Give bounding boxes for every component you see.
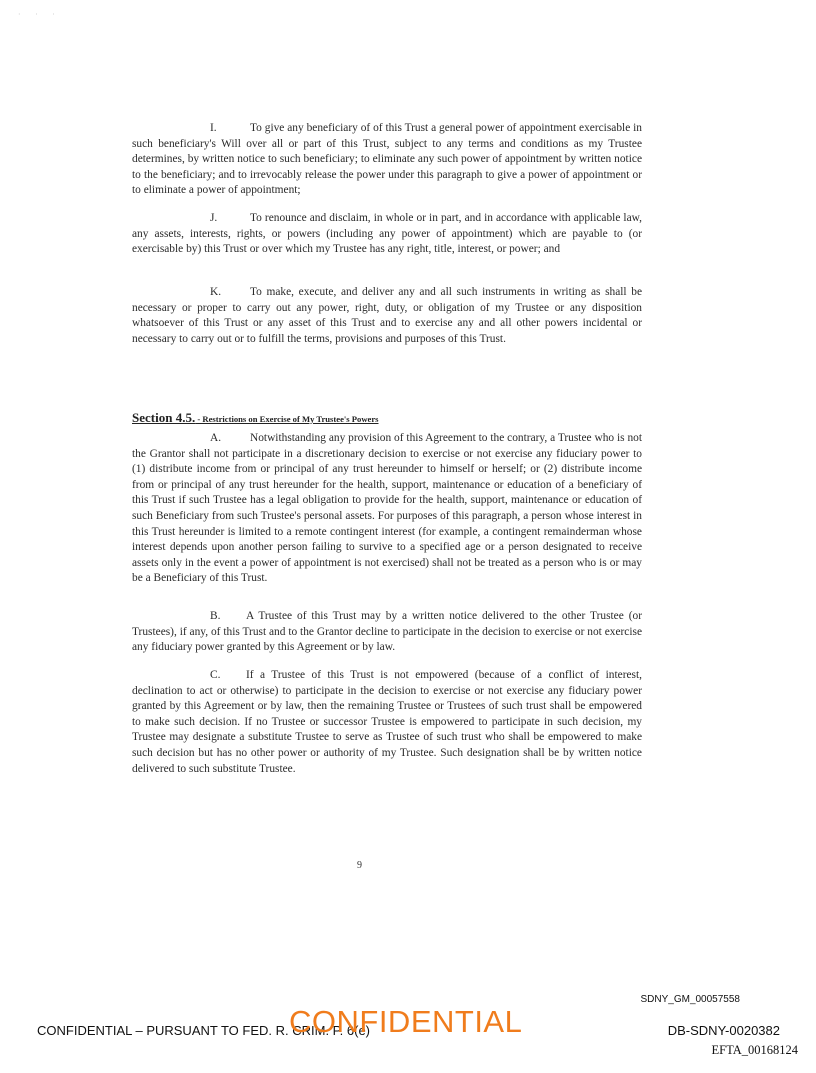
efta-number: EFTA_00168124 (711, 1043, 798, 1057)
paragraph-a-text: Notwithstanding any provision of this Agreement to the contrary, a Trustee who is not the Grantor shall not participate in a discretionary decision to exercise or not exercise any fiduciary power to (1) distribute income from or principal of any trust hereunder to himself or herself; or (2) distribute income from or principal of any trust hereunder for the health, support, maintenance or education of a beneficiary of this Trust if such Trustee has a legal obligation to provide for the health, support, maintenance or education of such Beneficiary from such Trustee's personal assets. For purposes of this paragraph, a person whose interest in this Trust hereunder is limited to a remote contingent interest (for example, a contingent remainderman whose interest depends upon another person failing to survive to a specified age or a person designated to receive assets only in the event a power of appointment is not exercised) shall not be treated as a person who is or may be a Beneficiary of this Trust. (132, 432, 642, 585)
paragraph-i-label: I. (210, 122, 217, 134)
bates-number-top: SDNY_GM_00057558 (640, 994, 740, 1005)
section-number: Section 4.5. (132, 410, 196, 425)
paragraph-i (132, 121, 642, 199)
paragraph-i-text: To give any beneficiary of of this Trust a general power of appointment exercisable in such beneficiary's Will over all or part of this Trust, subject to any terms and conditions as my Trustee determines, by written notice to such beneficiary; to eliminate any such power of appointment by written notice to the beneficiary; and to irrevocably release the power under this paragraph to give a power of appointment or to eliminate a power of appointment; (132, 122, 642, 197)
paragraph-j (132, 211, 642, 258)
paragraph-c-text: If a Trustee of this Trust is not empowered (because of a conflict of interest, declination to act or otherwise) to participate in the decision to exercise or not exercise any fiduciary power granted by this Agreement or by law, then the remaining Trustee or Trustees of such trust shall be empowered to make such decision. If no Trustee or successor Trustee is empowered to participate in such decision, my Trustee may designate a substitute Trustee to serve as Trustee of such trust who shall be empowered to make such decision but has no other power or authority of my Trustee. Such designation shall be by written notice delivered to such substitute Trustee. (132, 669, 642, 775)
paragraph-c (132, 668, 642, 777)
paragraph-k-text: To make, execute, and deliver any and all such instruments in writing as shall be necessary or proper to carry out any power, right, duty, or obligation of my Trustee or any disposition whatsoever of this Trust or any asset of this Trust and to exercise any and all other powers incidental or necessary to carry out or to fulfill the terms, provisions and purposes of this Trust. (132, 286, 642, 345)
paragraph-k (132, 285, 642, 347)
paragraph-c-label: C. (210, 669, 221, 681)
scan-artifact-marks: · · · (18, 10, 61, 19)
paragraph-j-label: J. (210, 212, 218, 224)
bates-number-right: DB-SDNY-0020382 (667, 1023, 780, 1038)
section-heading (132, 402, 379, 429)
paragraph-k-label: K. (210, 286, 222, 298)
paragraph-b-label: B. (210, 610, 221, 622)
paragraph-a (132, 431, 642, 587)
page-number: 9 (357, 860, 362, 871)
paragraph-a-label: A. (210, 432, 222, 444)
confidential-stamp: CONFIDENTIAL (289, 1004, 523, 1039)
paragraph-b (132, 609, 642, 656)
paragraph-b-text: A Trustee of this Trust may by a written notice delivered to the other Trustee (or Trustees), if any, of this Trust and to the Grantor decline to participate in the decision to exercise or not exercise any fiduciary power granted by this Agreement or by law. (132, 610, 642, 654)
paragraph-j-text: To renounce and disclaim, in whole or in part, and in accordance with applicable law, any assets, interests, rights, or powers (including any power of appointment) which are payable to (or exercisable by) this Trust or over which my Trustee has any right, title, interest, or power; and (132, 212, 642, 256)
section-title: - Restrictions on Exercise of My Trustee's Powers (195, 414, 379, 424)
confidentiality-notice: CONFIDENTIAL – PURSUANT TO FED. R. CRIM. P. 6(e) (37, 1023, 371, 1038)
